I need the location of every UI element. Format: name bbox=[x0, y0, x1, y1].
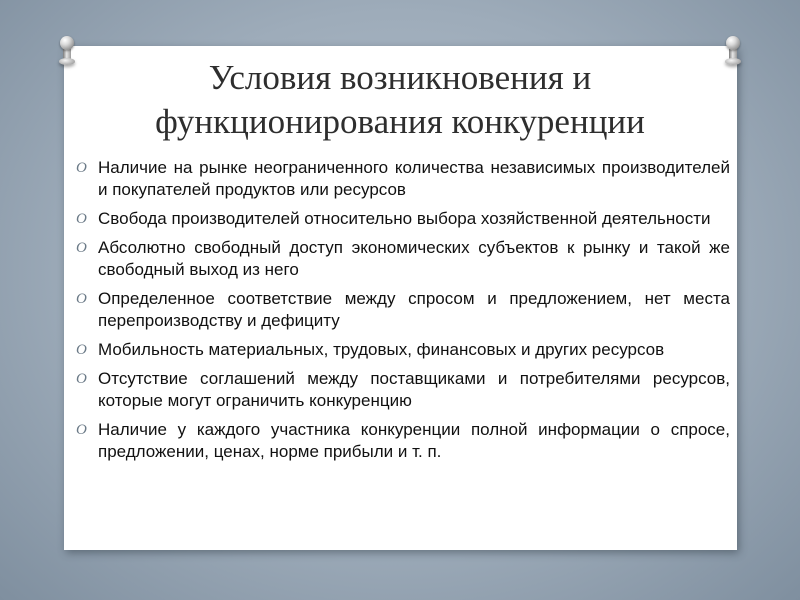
bullet-marker-icon: O bbox=[76, 160, 87, 176]
bullet-item bbox=[76, 368, 730, 412]
bullet-text: Абсолютно свободный доступ экономических субъектов к рынку и такой же свободный выход из него bbox=[98, 238, 730, 279]
bullet-marker-icon: O bbox=[76, 422, 87, 438]
bullet-item bbox=[76, 419, 730, 463]
bullet-item bbox=[76, 157, 730, 201]
bullet-text: Отсутствие соглашений между поставщиками и потребителями ресурсов, которые могут ограничить конкуренцию bbox=[98, 369, 730, 410]
bullet-text: Мобильность материальных, трудовых, финансовых и других ресурсов bbox=[98, 340, 665, 359]
bullet-text: Определенное соответствие между спросом и предложением, нет места перепроизводству и дефициту bbox=[98, 289, 730, 330]
bullet-item bbox=[76, 237, 730, 281]
bullet-text: Свобода производителей относительно выбора хозяйственной деятельности bbox=[98, 209, 711, 228]
bullet-text: Наличие на рынке неограниченного количества независимых производителей и покупателей продуктов или ресурсов bbox=[98, 158, 730, 199]
bullet-item bbox=[76, 208, 730, 230]
bullet-marker-icon: O bbox=[76, 342, 87, 358]
bullet-item bbox=[76, 339, 730, 361]
bullet-marker-icon: O bbox=[76, 371, 87, 387]
title-line-1: Условия возникновения и bbox=[208, 58, 592, 97]
bullet-item bbox=[76, 288, 730, 332]
bullet-marker-icon: O bbox=[76, 211, 87, 227]
title-line-2: функционирования конкуренции bbox=[155, 102, 645, 141]
slide-title bbox=[0, 56, 800, 144]
bullet-marker-icon: O bbox=[76, 291, 87, 307]
bullet-marker-icon: O bbox=[76, 240, 87, 256]
bullet-list bbox=[76, 157, 730, 470]
bullet-text: Наличие у каждого участника конкуренции полной информации о спросе, предложении, ценах, норме прибыли и т. п. bbox=[98, 420, 730, 461]
